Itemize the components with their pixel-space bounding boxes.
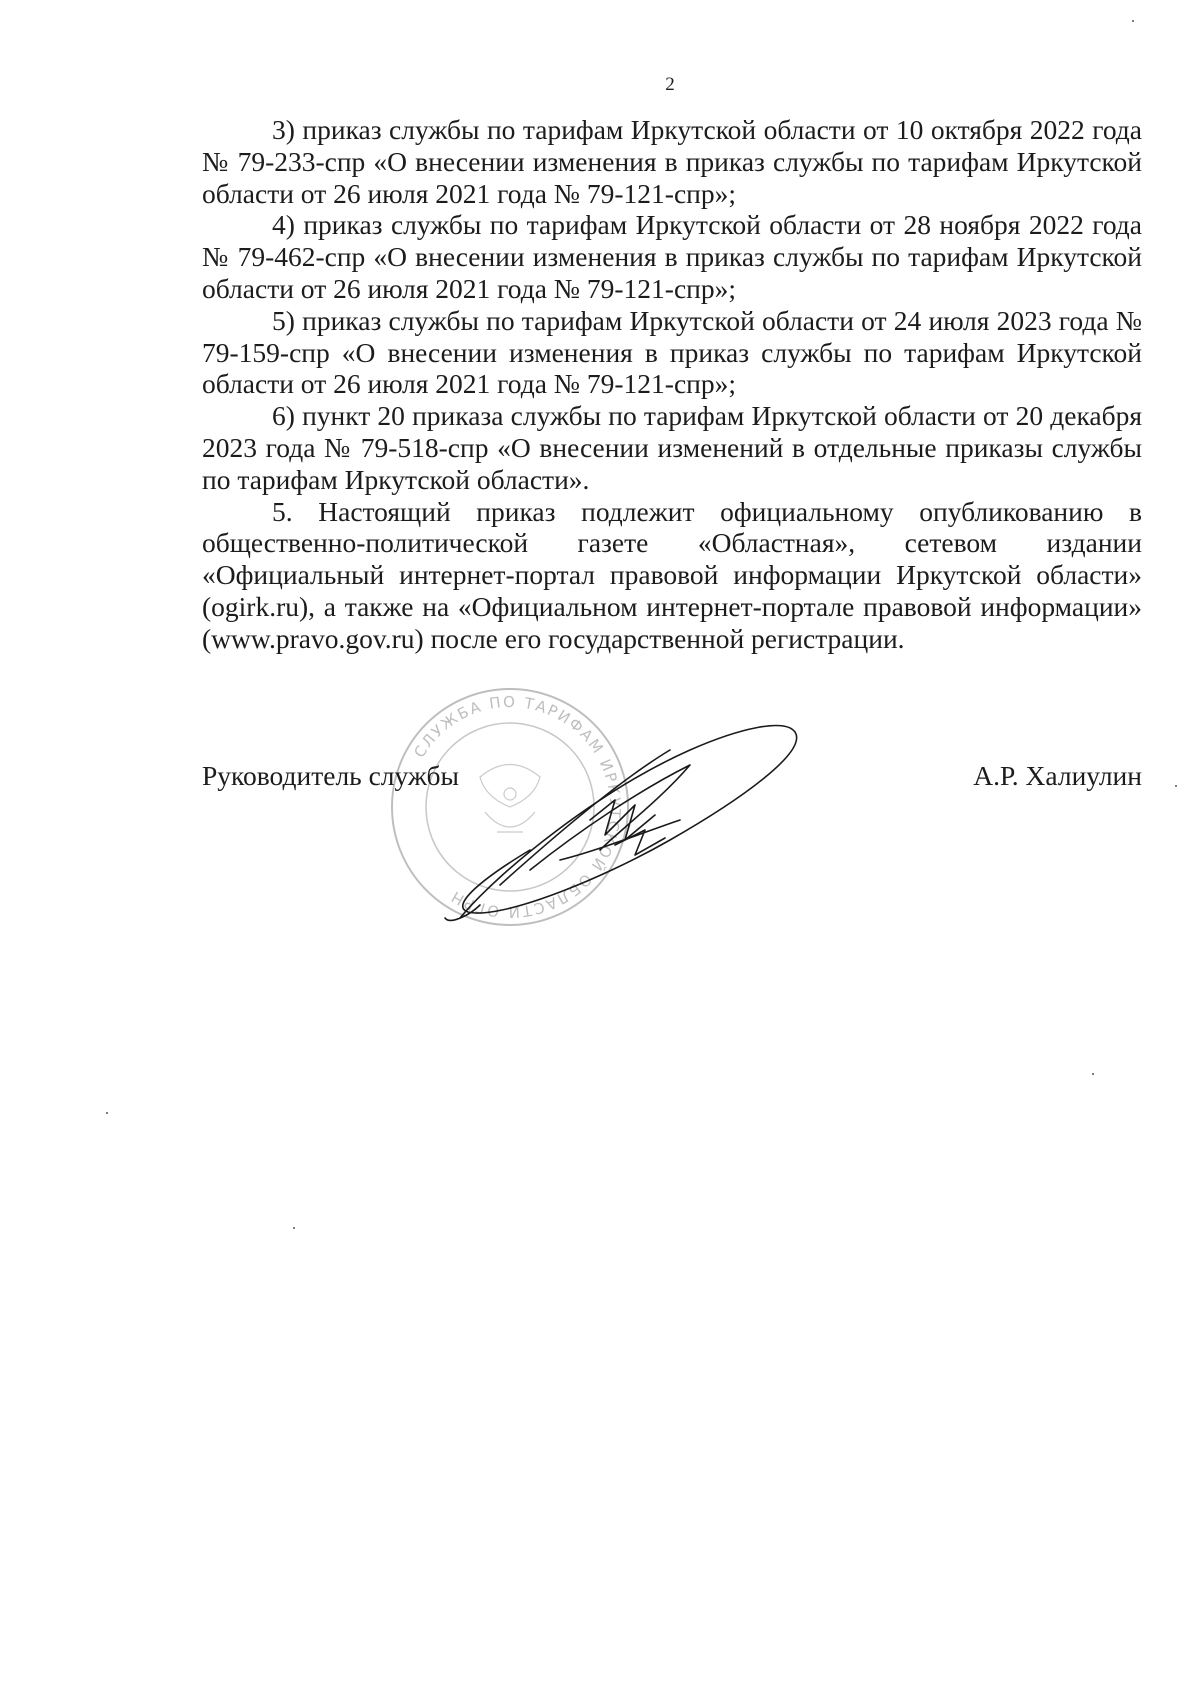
signatory-name: А.Р. Халиулин: [973, 760, 1142, 791]
page-number: 2: [665, 74, 675, 95]
list-item-6: 6) пункт 20 приказа службы по тарифам Иркутской области от 20 декабря 2023 года № 79-518-спр «О внесении изменений в отдельные приказы службы по тарифам Иркутской области».: [202, 400, 1142, 495]
scan-speck: [106, 1112, 108, 1114]
scan-speck: [1092, 1073, 1094, 1075]
list-item-3: 3) приказ службы по тарифам Иркутской области от 10 октября 2022 года № 79-233-спр «О внесении изменения в приказ службы по тарифам Иркутской области от 26 июля 2021 года № 79-121-спр»;: [202, 114, 1142, 209]
list-item-4: 4) приказ службы по тарифам Иркутской области от 28 ноября 2022 года № 79-462-спр «О внесении изменения в приказ службы по тарифам Иркутской области от 26 июля 2021 года № 79-121-спр»;: [202, 209, 1142, 304]
scan-speck: [293, 1227, 295, 1229]
list-item-5: 5) приказ службы по тарифам Иркутской области от 24 июля 2023 года № 79-159-спр «О внесении изменения в приказ службы по тарифам Иркутской области от 26 июля 2021 года № 79-121-спр»;: [202, 304, 1142, 400]
signatory-title: Руководитель службы: [202, 760, 460, 791]
clause-5-paragraph: 5. Настоящий приказ подлежит официальному опубликованию в общественно-политической газете «Областная», сетевом издании «Официальный интернет-портал правовой информации Иркутской области» (ogirk.ru), а также на «Официальном интернет-портале правовой информации» (www.pravo.gov.ru) после его государственной регистрации.: [202, 495, 1142, 654]
scan-speck: [1175, 785, 1177, 787]
handwritten-signature: [440, 720, 820, 930]
scan-speck: [1132, 20, 1134, 22]
stamp-text: СЛУЖБА ПО ТАРИФАМ ИРКУТСКОЙ ОБЛАСТИ ОГРН: [410, 692, 625, 922]
document-body: [202, 114, 1142, 655]
